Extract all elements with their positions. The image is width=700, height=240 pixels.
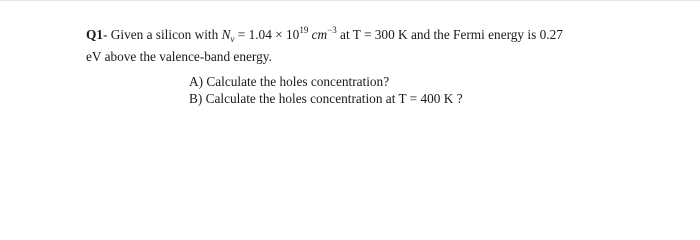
question-dash: - bbox=[103, 27, 111, 42]
part-b: B) Calculate the holes concentration at T = 400 K ? bbox=[189, 91, 463, 106]
part-a: A) Calculate the holes concentration? bbox=[189, 74, 390, 89]
question-number: Q1 bbox=[86, 27, 103, 42]
temperature-clause: at T = 300 K and the Fermi energy is 0.27 bbox=[336, 27, 563, 42]
nv-subscript: v bbox=[230, 34, 235, 44]
nv-symbol: N bbox=[221, 27, 231, 42]
nv-exponent: 19 bbox=[299, 25, 309, 35]
question-block bbox=[86, 22, 686, 65]
question-line-1 bbox=[86, 22, 686, 48]
question-line-2: eV above the valence-band energy. bbox=[86, 49, 272, 64]
unit-base: cm bbox=[308, 27, 328, 42]
question-intro: Given a silicon with bbox=[110, 27, 222, 42]
unit-exponent: −3 bbox=[327, 25, 337, 35]
top-border bbox=[0, 0, 700, 1]
question-parts bbox=[189, 73, 463, 107]
nv-value: = 1.04 × 10 bbox=[234, 27, 300, 42]
